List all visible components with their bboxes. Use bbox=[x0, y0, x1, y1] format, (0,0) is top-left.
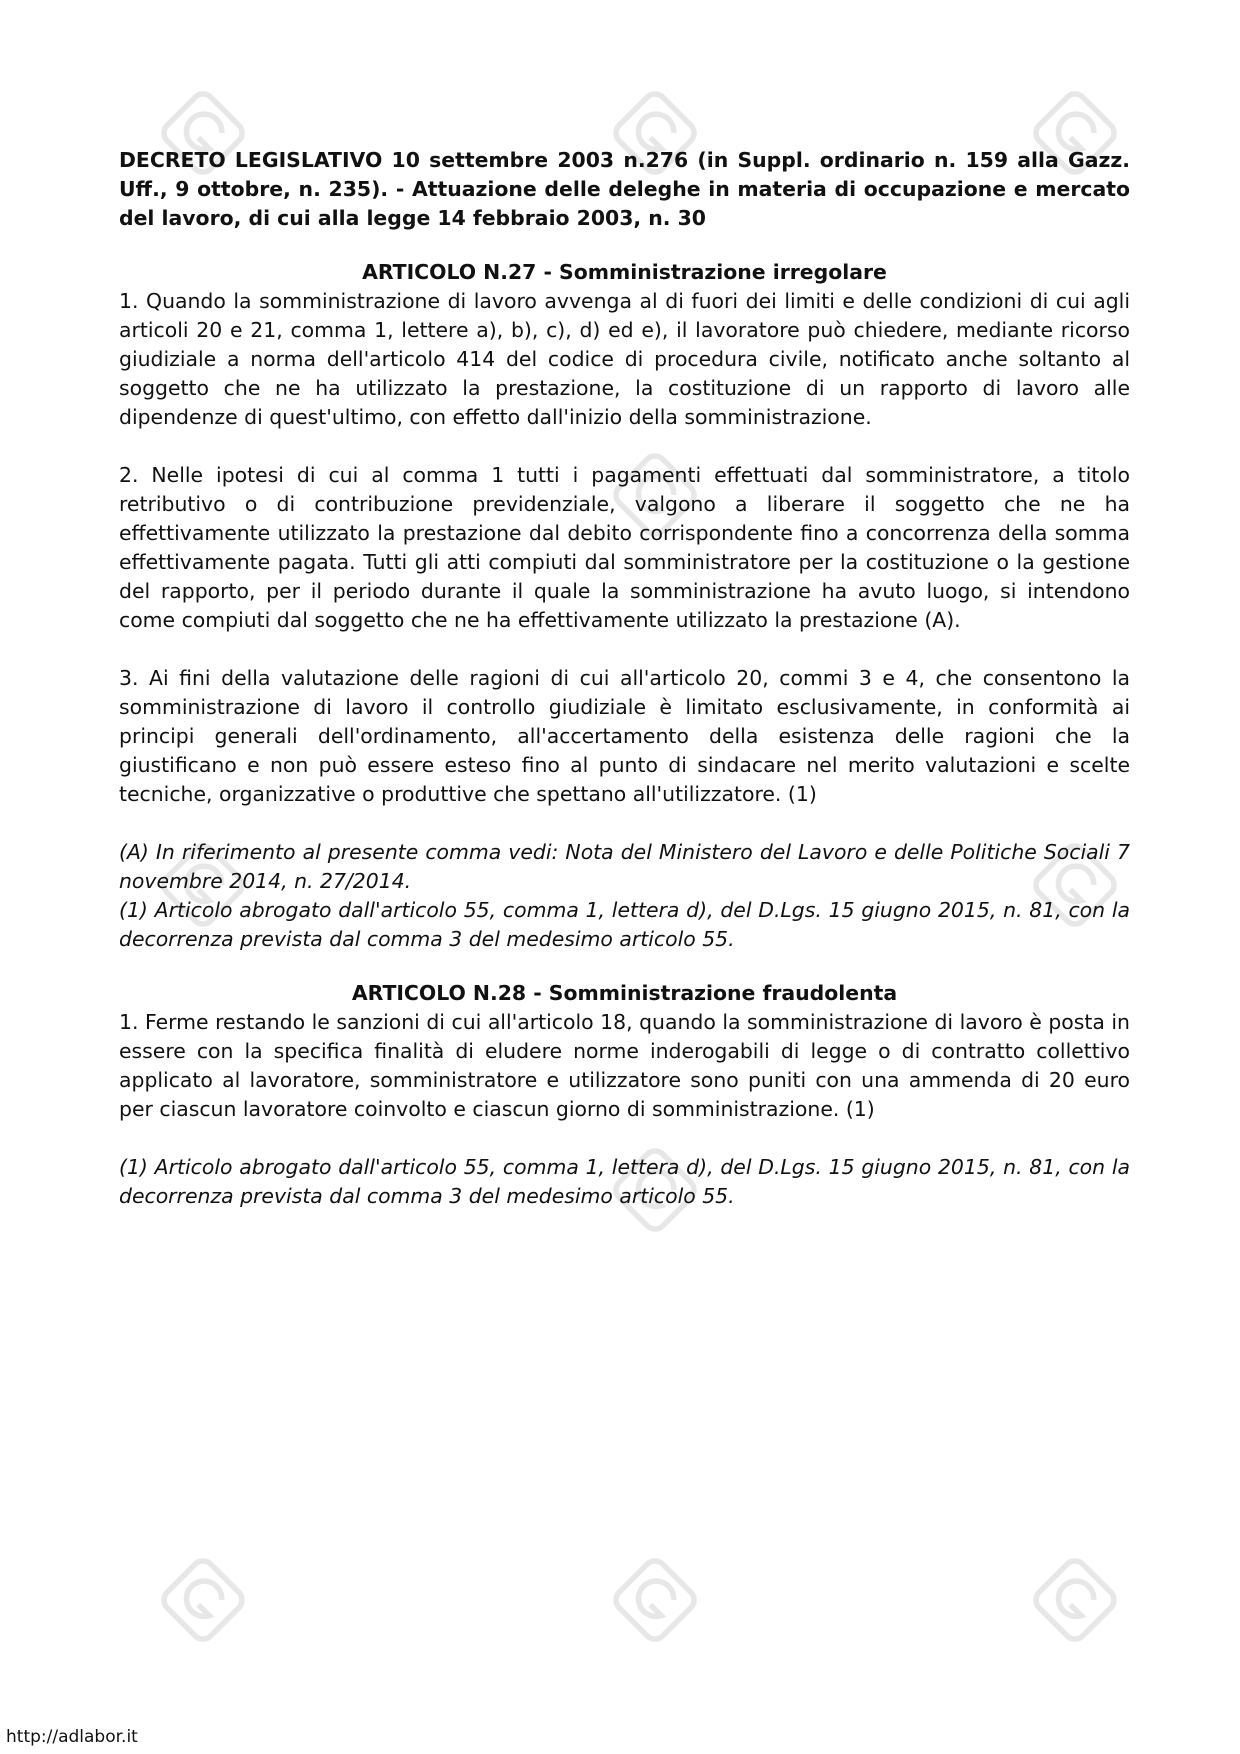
article-27-notes bbox=[119, 838, 1130, 954]
article-28-note-1: (1) Articolo abrogato dall'articolo 55, comma 1, lettera d), del D.Lgs. 15 giugno 2015, n. 81, con la decorrenza prevista dal comma 3 del medesimo articolo 55. bbox=[119, 1155, 1130, 1208]
article-28-notes bbox=[119, 1153, 1130, 1211]
article-28-comma-1: 1. Ferme restando le sanzioni di cui all'articolo 18, quando la somministrazione di lavoro è posta in essere con la specifica finalità di eludere norme inderogabili di legge o di contratto collettivo applicato al lavoratore, somministratore e utilizzatore sono puniti con una ammenda di 20 euro per ciascun lavoratore coinvolto e ciascun giorno di somministrazione. (1) bbox=[119, 1010, 1130, 1121]
article-27-note-1: (1) Articolo abrogato dall'articolo 55, comma 1, lettera d), del D.Lgs. 15 giugno 2015, n. 81, con la decorrenza prevista dal comma 3 del medesimo articolo 55. bbox=[119, 898, 1130, 951]
watermark-icon bbox=[600, 1545, 710, 1655]
article-27 bbox=[119, 258, 1130, 954]
watermark-icon bbox=[148, 1545, 258, 1655]
watermark-icon bbox=[1020, 1545, 1130, 1655]
article-28 bbox=[119, 979, 1130, 1211]
article-28-heading: ARTICOLO N.28 - Somministrazione fraudolenta bbox=[351, 981, 898, 1005]
document-body bbox=[119, 146, 1130, 1211]
article-27-comma-3: 3. Ai fini della valutazione delle ragioni di cui all'articolo 20, commi 3 e 4, che consentono la somministrazione di lavoro il controllo giudiziale è limitato esclusivamente, in conformità ai principi generali dell'ordinamento, all'accertamento della esistenza delle ragioni che la giustificano e non può essere esteso fino al punto di sindacare nel merito valutazioni e scelte tecniche, organizzative o produttive che spettano all'utilizzatore. (1) bbox=[119, 666, 1130, 806]
article-27-comma-2: 2. Nelle ipotesi di cui al comma 1 tutti i pagamenti effettuati dal somministratore, a titolo retributivo o di contribuzione previdenziale, valgono a liberare il soggetto che ne ha effettivamente utilizzato la prestazione dal debito corrispondente fino a concorrenza della somma effettivamente pagata. Tutti gli atti compiuti dal somministratore per la costituzione o la gestione del rapporto, per il periodo durante il quale la somministrazione ha avuto luogo, si intendono come compiuti dal soggetto che ne ha effettivamente utilizzato la prestazione (A). bbox=[119, 463, 1130, 632]
article-27-heading: ARTICOLO N.27 - Somministrazione irregolare bbox=[362, 260, 887, 284]
article-27-comma-1: 1. Quando la somministrazione di lavoro avvenga al di fuori dei limiti e delle condizioni di cui agli articoli 20 e 21, comma 1, lettere a), b), c), d) ed e), il lavoratore può chiedere, mediante ricorso giudiziale a norma dell'articolo 414 del codice di procedura civile, notificato anche soltanto al soggetto che ne ha utilizzato la prestazione, la costituzione di un rapporto di lavoro alle dipendenze di quest'ultimo, con effetto dall'inizio della somministrazione. bbox=[119, 289, 1130, 429]
footer-url: http://adlabor.it bbox=[6, 1727, 138, 1747]
article-27-note-a: (A) In riferimento al presente comma vedi: Nota del Ministero del Lavoro e delle Politiche Sociali 7 novembre 2014, n. 27/2014. bbox=[119, 840, 1130, 893]
document-title: DECRETO LEGISLATIVO 10 settembre 2003 n.276 (in Suppl. ordinario n. 159 alla Gazz. Uff., 9 ottobre, n. 235). - Attuazione delle deleghe in materia di occupazione e mercato del lavoro, di cui alla legge 14 febbraio 2003, n. 30 bbox=[119, 148, 1130, 230]
